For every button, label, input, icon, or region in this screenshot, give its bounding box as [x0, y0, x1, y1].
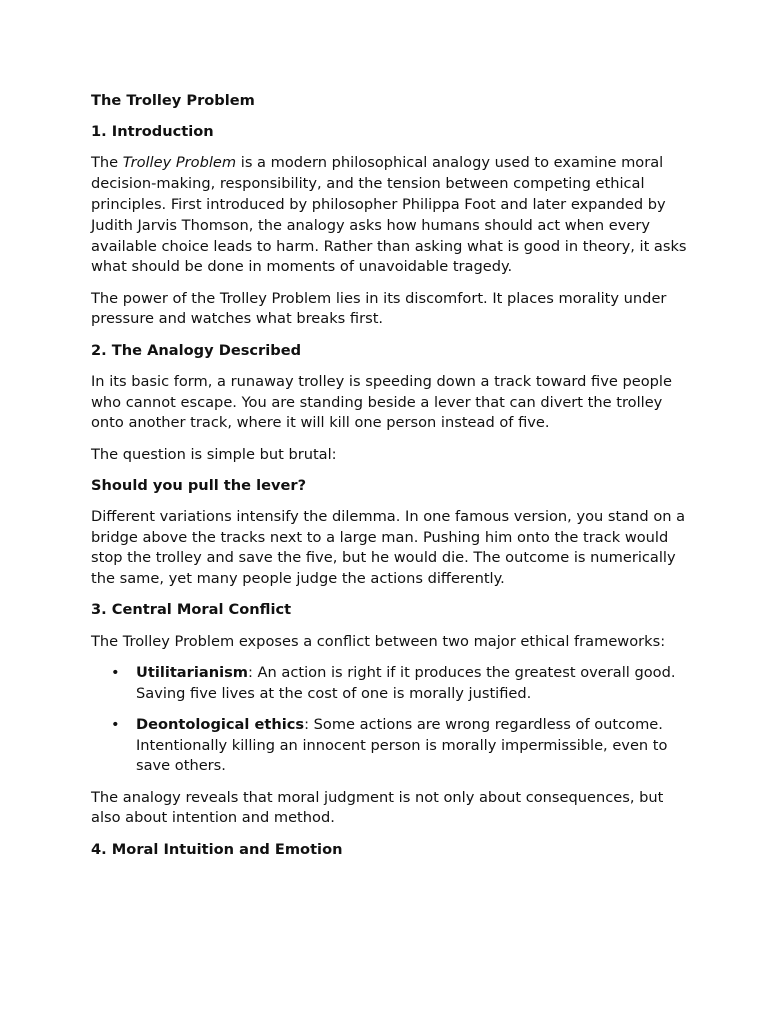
list-item-deontological [91, 715, 691, 777]
analogy-paragraph-1: In its basic form, a runaway trolley is speeding down a track toward five people who cannot escape. You are standing beside a lever that can divert the trolley onto another track, where it will kill one person instead of five. [91, 372, 672, 432]
document-title: The Trolley Problem [91, 92, 255, 109]
section-heading-intuition: 4. Moral Intuition and Emotion [91, 840, 343, 858]
term-utilitarianism: Utilitarianism [136, 663, 248, 681]
section-heading-analogy: 2. The Analogy Described [91, 341, 302, 359]
document-page [91, 91, 691, 871]
desc-deontological: : Some actions are wrong regardless of outcome. Intentionally killing an innocent person is morally impermissible, even to save others. [136, 715, 668, 775]
intro-p1-rest: is a modern philosophical analogy used to examine moral decision-making, responsibility, and the tension between competing ethical principles. First introduced by philosopher Philippa Foot and later expanded by Judith Jarvis Thomson, the analogy asks how humans should act when every available choice leads to harm. Rather than asking what is good in theory, it asks what should be done in moments of unavoidable tragedy. [91, 154, 687, 276]
intro-p1-emphasis: Trolley Problem [122, 154, 237, 172]
desc-utilitarianism: : An action is right if it produces the greatest overall good. Saving five lives at the cost of one is morally justified. [136, 663, 676, 702]
bullet-glyph: • [111, 715, 120, 733]
bullet-glyph: • [111, 663, 120, 681]
term-deontological: Deontological ethics [136, 715, 305, 733]
conflict-paragraph-2: The analogy reveals that moral judgment is not only about consequences, but also about intention and method. [91, 788, 664, 827]
intro-paragraph-1 [91, 153, 691, 278]
section-heading-conflict: 3. Central Moral Conflict [91, 601, 292, 619]
conflict-paragraph-1: The Trolley Problem exposes a conflict between two major ethical frameworks: [91, 632, 666, 650]
frameworks-list [91, 663, 691, 777]
analogy-paragraph-3: Different variations intensify the dilemma. In one famous version, you stand on a bridge above the tracks next to a large man. Pushing him onto the track would stop the trolley and save the five, but he would die. The outcome is numerically the same, yet many people judge the actions differently. [91, 507, 686, 588]
analogy-question: Should you pull the lever? [91, 476, 307, 494]
intro-p1-start: The [91, 154, 123, 172]
analogy-paragraph-2: The question is simple but brutal: [91, 445, 337, 463]
section-heading-introduction: 1. Introduction [91, 123, 214, 141]
intro-paragraph-2: The power of the Trolley Problem lies in its discomfort. It places morality under pressure and watches what breaks first. [91, 289, 667, 328]
list-item-utilitarianism [91, 663, 691, 705]
